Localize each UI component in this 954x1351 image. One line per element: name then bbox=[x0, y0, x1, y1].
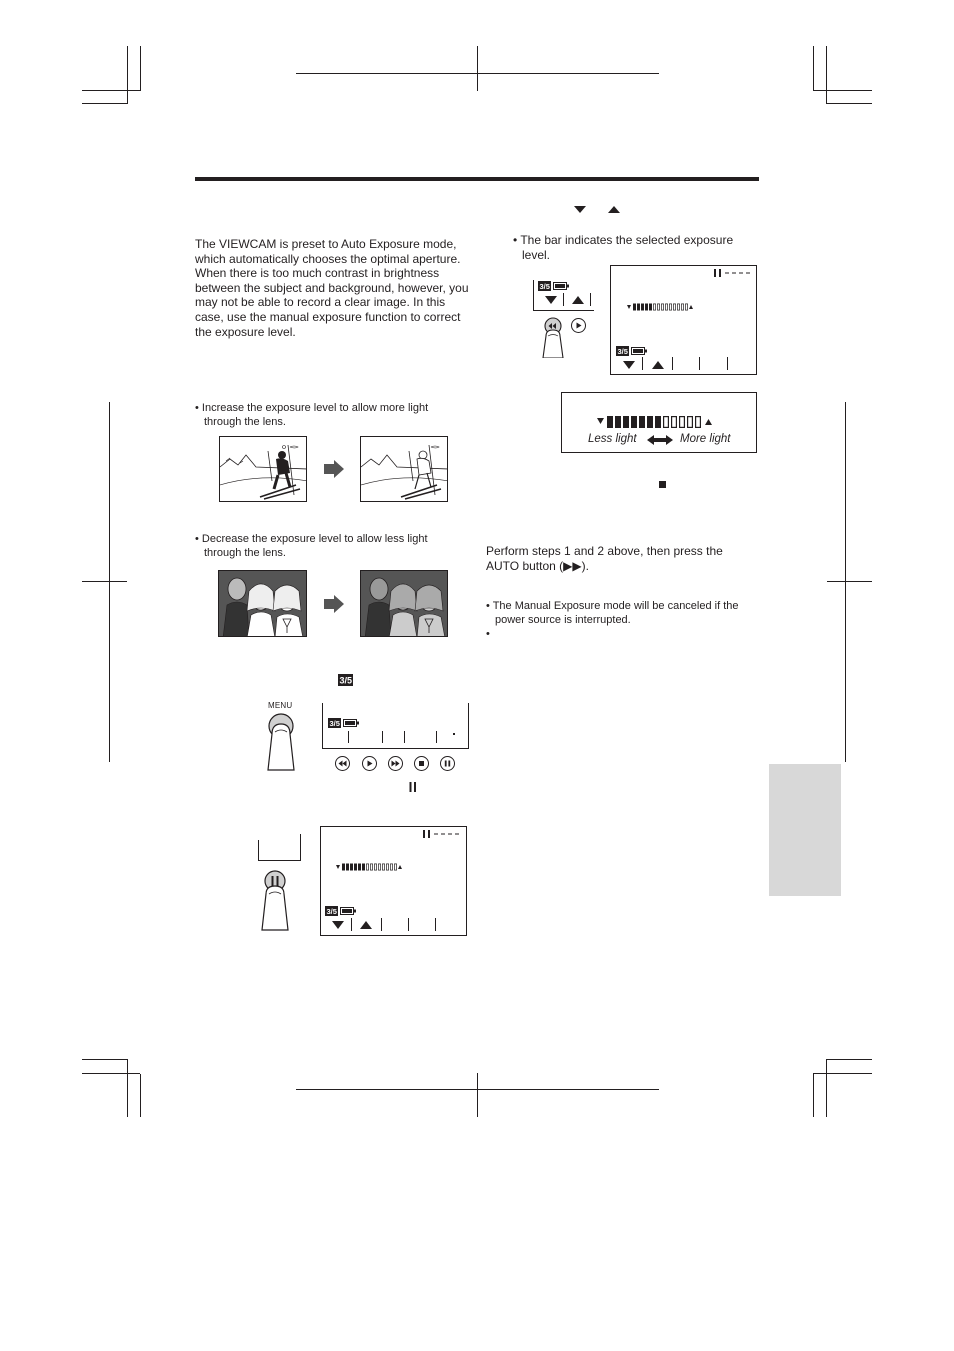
svg-text:3/5: 3/5 bbox=[326, 907, 337, 916]
triangle-up-icon bbox=[652, 361, 664, 369]
tape-speed-icon bbox=[616, 346, 629, 356]
pause-button-press[interactable] bbox=[256, 870, 294, 932]
rewind-button-press[interactable] bbox=[538, 316, 568, 358]
scale-less-light: Less light bbox=[588, 433, 637, 445]
rewind-button[interactable] bbox=[335, 756, 350, 771]
triangle-up-icon bbox=[572, 296, 584, 304]
exposure-scale-box bbox=[561, 392, 757, 453]
arrow-right-icon bbox=[324, 460, 344, 478]
tape-remaining-icon bbox=[423, 830, 461, 838]
lcd-screen-exposure bbox=[320, 826, 467, 936]
stop-square-icon bbox=[659, 481, 666, 488]
triangle-up-icon bbox=[608, 206, 620, 213]
lcd-screen-exposure-right bbox=[610, 265, 757, 375]
exposure-bar-large bbox=[597, 415, 715, 429]
svg-text:3/5: 3/5 bbox=[539, 282, 550, 291]
control-panel bbox=[533, 280, 594, 311]
bullet-bar: • The bar indicates the selected exposure level. bbox=[513, 233, 734, 262]
pause-button[interactable] bbox=[440, 756, 455, 771]
note-bullet-2: • bbox=[486, 628, 490, 640]
people-photo-dim bbox=[360, 570, 448, 637]
battery-icon bbox=[340, 907, 356, 915]
double-arrow-icon bbox=[647, 435, 673, 445]
tape-speed-icon bbox=[338, 674, 353, 686]
tape-speed-icon bbox=[325, 906, 338, 916]
play-button[interactable] bbox=[362, 756, 377, 771]
scale-more-light: More light bbox=[680, 433, 731, 445]
triangle-down-icon bbox=[545, 296, 557, 304]
auto-paragraph: Perform steps 1 and 2 above, then press the AUTO button (▶▶). bbox=[486, 544, 723, 573]
battery-icon bbox=[553, 282, 569, 290]
tape-speed-icon bbox=[538, 281, 551, 291]
svg-text:3/5: 3/5 bbox=[339, 675, 353, 686]
bullet-increase: • Increase the exposure level to allow more light through the lens. bbox=[195, 402, 429, 428]
tape-speed-icon bbox=[328, 718, 341, 728]
triangle-down-icon bbox=[332, 921, 344, 929]
exposure-bar-small bbox=[336, 863, 406, 872]
intro-paragraph: The VIEWCAM is preset to Auto Exposure mode, which automatically chooses the optimal aperture. When there is too much contrast in brightness between the subject and background, however, you may not be able to record a clear image. In this case, use the manual exposure function to correct the exposure level. bbox=[195, 237, 469, 339]
triangle-down-icon bbox=[623, 361, 635, 369]
note-canceled: • The Manual Exposure mode will be canceled if the power source is interrupted. bbox=[486, 600, 739, 626]
stop-button[interactable] bbox=[414, 756, 429, 771]
tape-remaining-icon bbox=[714, 269, 752, 277]
pause-icon bbox=[409, 782, 417, 792]
header-rule bbox=[195, 177, 759, 181]
bullet-decrease: • Decrease the exposure level to allow less light through the lens. bbox=[195, 533, 428, 559]
fast-forward-button[interactable] bbox=[388, 756, 403, 771]
exposure-bar-small bbox=[627, 303, 697, 312]
arrow-right-icon bbox=[324, 595, 344, 613]
lcd-screen-menu bbox=[322, 703, 469, 749]
side-tab bbox=[769, 764, 841, 896]
menu-button-label: MENU bbox=[268, 701, 293, 710]
battery-icon bbox=[631, 347, 647, 355]
ski-photo-dark bbox=[219, 436, 307, 502]
triangle-up-icon bbox=[360, 921, 372, 929]
svg-text:3/5: 3/5 bbox=[329, 719, 340, 728]
people-photo-bright bbox=[218, 570, 307, 637]
menu-button-press[interactable] bbox=[262, 712, 300, 774]
play-button[interactable] bbox=[571, 318, 586, 333]
battery-icon bbox=[343, 719, 359, 727]
triangle-down-icon bbox=[574, 206, 586, 213]
svg-text:3/5: 3/5 bbox=[617, 347, 628, 356]
ski-photo-light bbox=[360, 436, 448, 502]
button-frame bbox=[258, 834, 301, 861]
